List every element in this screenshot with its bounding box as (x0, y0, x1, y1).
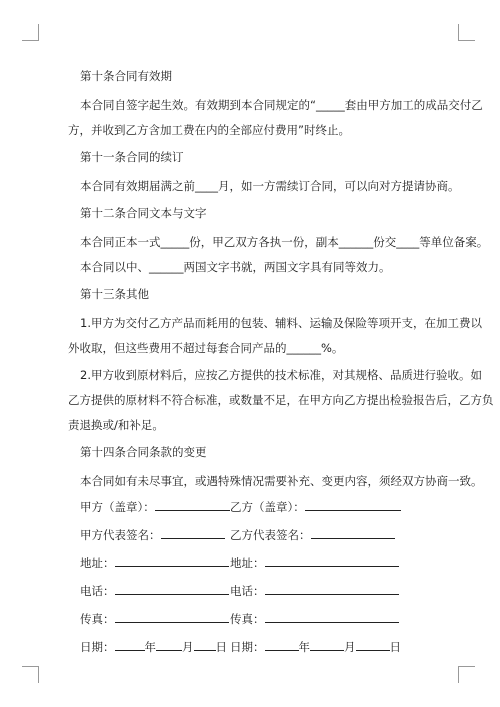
phone-b-label: 电话： (230, 584, 265, 598)
phone-a-blank[interactable] (115, 580, 229, 595)
date-b-year-blank[interactable] (265, 636, 299, 651)
article13-item2-line2: 乙方提供的原材料不符合标准，或数量不足，在甲方向乙方提出检验报告后，乙方负 (68, 393, 494, 407)
article13-heading: 第十三条其他 (80, 287, 149, 301)
article11-line1: 本合同有效期届满之前____月，如一方需续订合同，可以向对方提请协商。 (80, 179, 460, 193)
party-a-seal-blank[interactable] (155, 496, 230, 511)
contract-document (68, 64, 494, 664)
address-b-blank[interactable] (265, 552, 399, 567)
fax-row (80, 608, 440, 636)
date-a-year-blank[interactable] (115, 636, 145, 651)
article13-item2 (68, 363, 494, 438)
date-b-label: 日期： (230, 640, 265, 654)
article14-heading: 第十四条合同条款的变更 (80, 445, 207, 459)
article10-line2: 方，并收到乙方含加工费在内的全部应付费用”时终止。 (68, 123, 350, 137)
party-b-rep-label: 乙方代表签名： (230, 528, 311, 542)
party-b-seal-label: 乙方（盖章）： (230, 500, 305, 514)
date-a-day-label: 日 (215, 640, 227, 654)
address-a-label: 地址： (80, 556, 115, 570)
date-b-day-blank[interactable] (356, 636, 390, 651)
party-a-rep-blank[interactable] (161, 524, 225, 539)
fax-a-label: 传真： (80, 612, 115, 626)
representative-row (80, 524, 440, 552)
date-a-day-blank[interactable] (194, 636, 216, 651)
article13-item1 (68, 311, 482, 361)
date-b-month-blank[interactable] (310, 636, 344, 651)
crop-mark-top-right (458, 24, 475, 41)
article12-line1: 本合同正本一式_____份，甲乙双方各执一份，副本______份交____等单位备案。 (80, 235, 489, 249)
article11-heading: 第十一条合同的续订 (80, 150, 184, 164)
address-a-blank[interactable] (115, 552, 229, 567)
party-b-rep-blank[interactable] (311, 524, 395, 539)
signature-block (80, 496, 440, 664)
date-a-year-label: 年 (144, 640, 156, 654)
crop-mark-bottom-left (22, 666, 39, 683)
date-row (80, 636, 440, 664)
date-a-label: 日期： (80, 640, 115, 654)
phone-a-label: 电话： (80, 584, 115, 598)
party-a-seal-label: 甲方（盖章）： (80, 500, 155, 514)
crop-mark-top-left (22, 24, 39, 41)
fax-b-label: 传真： (230, 612, 265, 626)
article14-paragraph (68, 469, 483, 494)
date-b-day-label: 日 (389, 640, 401, 654)
article12-paragraph (68, 230, 489, 280)
date-b-month-label: 月 (344, 640, 356, 654)
article10-paragraph (68, 93, 483, 143)
phone-row (80, 580, 440, 608)
article11-paragraph (68, 174, 460, 199)
phone-b-blank[interactable] (265, 580, 399, 595)
article14-line1: 本合同如有未尽事宜，或遇特殊情况需要补充、变更内容，须经双方协商一致。 (80, 474, 483, 488)
fax-b-blank[interactable] (265, 608, 399, 623)
article13-item1-line1: 1.甲方为交付乙方产品而耗用的包装、辅料、运输及保险等项开支，在加工费以 (80, 316, 482, 330)
party-b-seal-blank[interactable] (305, 496, 401, 511)
article13-item1-line2: 外收取，但这些费用不超过每套合同产品的______%。 (68, 341, 344, 355)
article13-item2-line1: 2.甲方收到原材料后，应按乙方提供的技术标准，对其规格、品质进行验收。如 (80, 368, 482, 382)
fax-a-blank[interactable] (115, 608, 229, 623)
article13-item2-line3: 责退换或/和补足。 (68, 418, 164, 432)
address-b-label: 地址： (230, 556, 265, 570)
address-row (80, 552, 440, 580)
date-a-month-blank[interactable] (156, 636, 182, 651)
party-a-rep-label: 甲方代表签名： (80, 528, 161, 542)
seal-row (80, 496, 440, 524)
date-b-year-label: 年 (298, 640, 310, 654)
article10-line1: 本合同自签字起生效。有效期到本合同规定的“_____套由甲方加工的成品交付乙 (80, 98, 483, 112)
crop-mark-bottom-right (458, 666, 475, 683)
article12-heading: 第十二条合同文本与文字 (80, 206, 207, 220)
article10-heading: 第十条合同有效期 (80, 69, 172, 83)
date-a-month-label: 月 (182, 640, 194, 654)
article12-line2: 本合同以中、______两国文字书就，两国文字具有同等效力。 (80, 260, 391, 274)
